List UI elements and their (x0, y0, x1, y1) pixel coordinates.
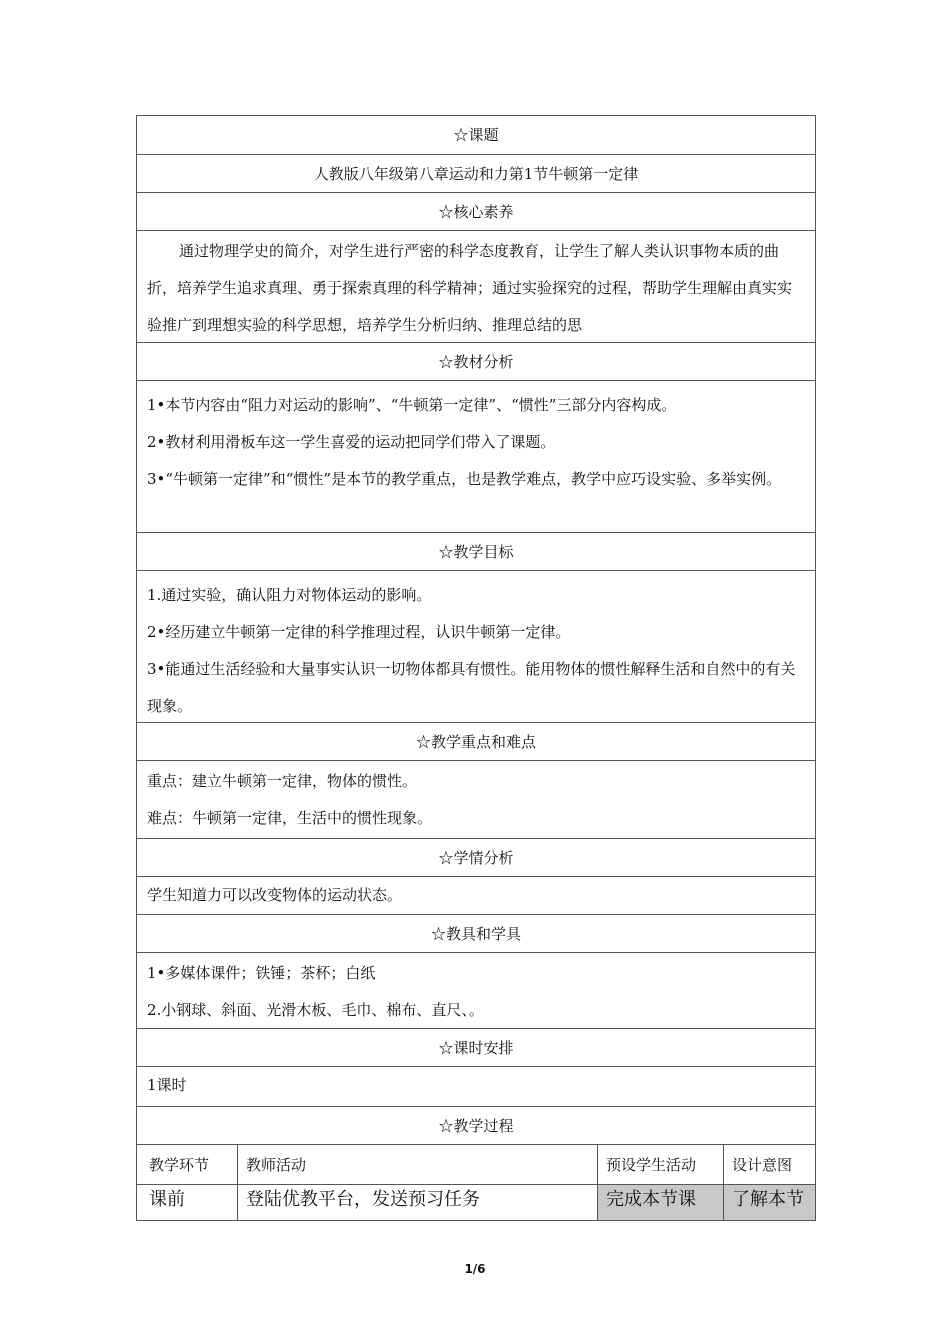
process-design-intent: 了解本节 (723, 1185, 815, 1220)
process-teacher-activity: 登陆优教平台，发送预习任务 (237, 1185, 597, 1220)
key-item: 重点：建立牛顿第一定律，物体的惯性。 (147, 772, 418, 790)
material-item: 2•教材利用滑板车这一学生喜爱的运动把同学们带入了课题。 (147, 433, 556, 451)
goal-item: 3•能通过生活经验和大量事实认识一切物体都具有惯性。能用物体的惯性解释生活和自然中的有关现象。 (147, 660, 796, 715)
section-header-key: ☆教学重点和难点 (137, 722, 815, 760)
process-col-stage: 教学环节 (149, 1156, 210, 1174)
tool-item: 2.小钢球、斜面、光滑木板、毛巾、棉布、直尺、。 (147, 1001, 484, 1019)
core-literacy-cell (137, 230, 815, 342)
student-analysis-text: 学生知道力可以改变物体的运动状态。 (147, 886, 403, 904)
process-row (137, 1184, 815, 1220)
section-header-core: ☆核心素养 (137, 192, 815, 230)
lesson-plan-table (136, 115, 816, 1221)
process-col-teacher: 教师活动 (237, 1145, 597, 1184)
process-stage: 课前 (149, 1189, 185, 1210)
section-header-topic: ☆课题 (453, 126, 499, 144)
class-hours-cell (137, 1066, 815, 1106)
section-header-time: ☆课时安排 (137, 1028, 815, 1066)
process-student-activity: 完成本节课 (597, 1185, 723, 1220)
page-number: 1/6 (464, 1262, 486, 1276)
tools-cell (137, 952, 815, 1028)
section-header-process: ☆教学过程 (137, 1106, 815, 1144)
lesson-title: 人教版八年级第八章运动和力第1节牛顿第一定律 (137, 154, 815, 192)
section-header-material: ☆教材分析 (137, 342, 815, 380)
goal-item: 1.通过实验，确认阻力对物体运动的影响。 (147, 586, 432, 604)
core-literacy-text: 通过物理学史的简介，对学生进行严密的科学态度教育，让学生了解人类认识事物本质的曲折，培养学生追求真理、勇于探索真理的科学精神；通过实验探究的过程，帮助学生理解由真实实验推广到理想实验的科学思想，培养学生分析归纳、推理总结的思 (147, 242, 793, 334)
key-points-cell (137, 760, 815, 838)
class-hours-text: 1课时 (147, 1076, 187, 1094)
tool-item: 1•多媒体课件；铁锤；茶杯；白纸 (147, 964, 376, 982)
key-item: 难点：牛顿第一定律，生活中的惯性现象。 (147, 809, 433, 827)
process-col-intent: 设计意图 (723, 1145, 815, 1184)
material-item: 1•本节内容由“阻力对运动的影响”、“牛顿第一定律”、“惯性”三部分内容构成。 (147, 396, 677, 414)
material-item: 3•“牛顿第一定律”和“惯性”是本节的教学重点，也是教学难点，教学中应巧设实验、多举实例。 (147, 470, 782, 488)
teaching-goals-cell (137, 570, 815, 722)
section-header-goal: ☆教学目标 (137, 532, 815, 570)
process-header-row (137, 1144, 815, 1184)
process-col-student: 预设学生活动 (597, 1145, 723, 1184)
student-analysis-cell (137, 876, 815, 914)
section-header-student: ☆学情分析 (137, 838, 815, 876)
material-analysis-cell (137, 380, 815, 532)
goal-item: 2•经历建立牛顿第一定律的科学推理过程，认识牛顿第一定律。 (147, 623, 571, 641)
section-header-tools: ☆教具和学具 (137, 914, 815, 952)
